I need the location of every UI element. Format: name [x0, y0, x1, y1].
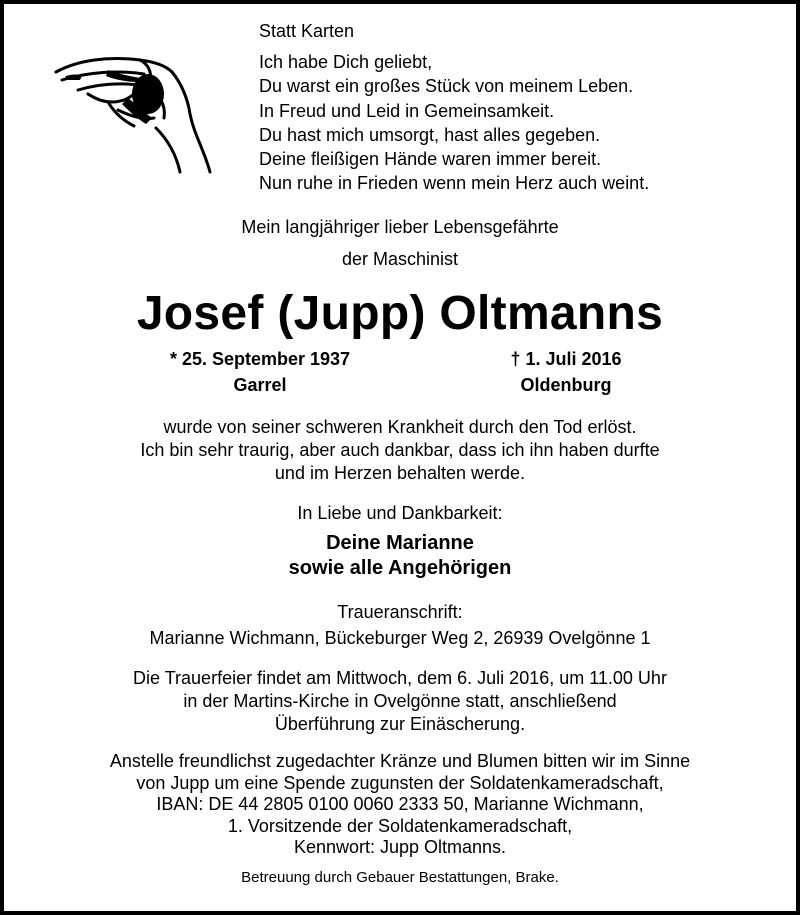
poem [259, 50, 649, 196]
death-info [476, 346, 656, 398]
death-date: † 1. Juli 2016 [510, 349, 622, 369]
donation-line: von Jupp um eine Spende zugunsten der Soldatenkameradschaft, [136, 772, 664, 793]
donation-line: Kennwort: Jupp Oltmanns. [293, 837, 507, 857]
death-place: Oldenburg [520, 375, 612, 395]
funeral-line: Überführung zur Einäscherung. [274, 714, 526, 734]
thanks-line: In Liebe und Dankbarkeit: [297, 503, 503, 523]
poem-line: Du warst ein großes Stück von meinem Leben. [259, 76, 634, 97]
birth-place: Garrel [233, 375, 287, 395]
donation-line: IBAN: DE 44 2805 0100 0060 2333 50, Marianne Wichmann, [156, 794, 644, 814]
statt-karten-label: Statt Karten [259, 21, 355, 41]
funeral-info [0, 667, 800, 736]
intro-line-2: der Maschinist [341, 249, 459, 269]
address-heading: Traueranschrift: [337, 602, 463, 622]
donation-line: Anstelle freundlichst zugedachter Kränze und Blumen bitten wir im Sinne [109, 751, 691, 771]
family-line-2: sowie alle Angehörigen [288, 557, 512, 579]
poem-line: Nun ruhe in Frieden wenn mein Herz auch weint. [259, 173, 650, 194]
clasped-hands-icon [48, 50, 213, 175]
poem-line: Ich habe Dich geliebt, [259, 52, 433, 72]
message [0, 416, 800, 485]
birth-date: * 25. September 1937 [169, 349, 351, 369]
donation-info [0, 751, 800, 859]
family-line-1: Deine Marianne [326, 532, 474, 554]
family-signature [0, 531, 800, 581]
message-line: und im Herzen behalten werde. [274, 463, 526, 483]
poem-line: In Freud und Leid in Gemeinsamkeit. [259, 100, 555, 121]
birth-info [150, 346, 370, 398]
poem-line: Du hast mich umsorgt, hast alles gegeben. [259, 124, 601, 145]
poem-line: Deine fleißigen Hände waren immer bereit. [259, 149, 602, 170]
donation-line: 1. Vorsitzende der Soldatenkameradschaft, [227, 815, 573, 836]
message-line: wurde von seiner schweren Krankheit durch den Tod erlöst. [163, 417, 637, 437]
deceased-name: Josef (Jupp) Oltmanns [136, 287, 664, 340]
intro-line-1: Mein langjähriger lieber Lebensgefährte [241, 217, 559, 237]
funeral-line: Die Trauerfeier findet am Mittwoch, dem 6. Juli 2016, um 11.00 Uhr [133, 668, 667, 688]
undertaker-line: Betreuung durch Gebauer Bestattungen, Brake. [241, 869, 559, 886]
address-line: Marianne Wichmann, Bückeburger Weg 2, 26939 Ovelgönne 1 [149, 628, 651, 648]
message-line: Ich bin sehr traurig, aber auch dankbar, dass ich ihn haben durfte [140, 440, 660, 460]
funeral-line: in der Martins-Kirche in Ovelgönne statt, anschließend [183, 691, 617, 711]
